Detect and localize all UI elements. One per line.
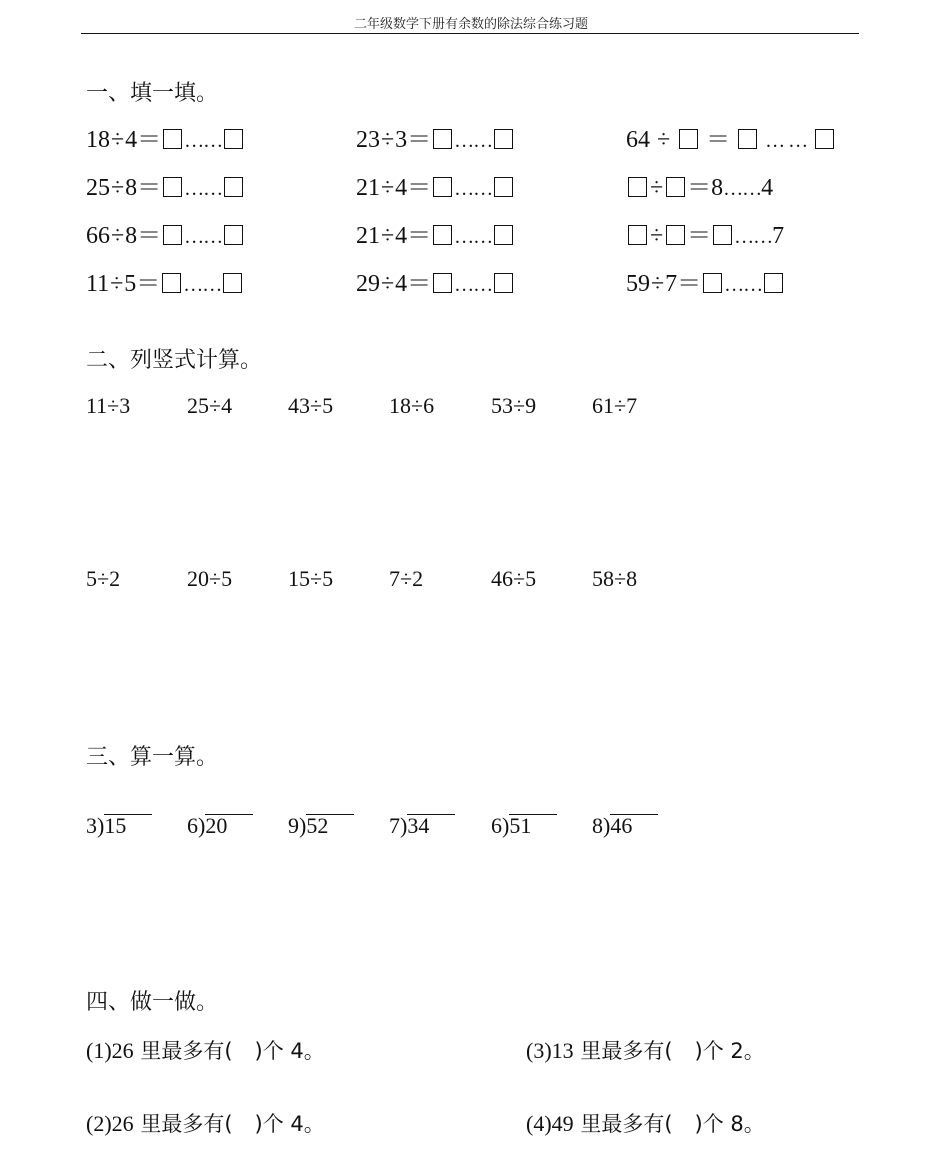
remainder-blank-box[interactable] xyxy=(494,273,513,293)
vertical-calc-item: 20÷5 xyxy=(187,566,233,591)
divide-sign: ÷ xyxy=(381,175,395,201)
divisor-blank-box[interactable] xyxy=(666,177,685,197)
long-division-item xyxy=(288,813,354,839)
section-2-title: 二、列竖式计算。 xyxy=(86,348,263,373)
remainder-blank-box[interactable] xyxy=(815,129,834,149)
question-end: )个 2。 xyxy=(694,1039,765,1063)
quotient-blank-box[interactable] xyxy=(163,177,182,197)
equals-sign: ＝ xyxy=(407,223,432,249)
vertical-calc-item: 15÷5 xyxy=(288,566,334,591)
long-division-item xyxy=(187,813,253,839)
dividend: 29 xyxy=(356,271,380,297)
divisor: 8 xyxy=(125,223,138,249)
long-division-item xyxy=(86,813,152,839)
equals-sign: ＝ xyxy=(137,127,162,153)
remainder-blank-box[interactable] xyxy=(224,225,243,245)
equals-sign: ＝ xyxy=(687,223,712,249)
divisor: 4 xyxy=(395,223,408,249)
divisor: 8 xyxy=(592,813,603,838)
quotient-blank-box[interactable] xyxy=(433,177,452,197)
answer-blank[interactable] xyxy=(233,1111,255,1136)
divide-sign: ÷ xyxy=(111,223,125,249)
section-4-title: 四、做一做。 xyxy=(86,990,219,1015)
division-bracket: ) xyxy=(400,813,408,838)
question-label: (1)26 xyxy=(86,1038,134,1063)
equals-sign: ＝ xyxy=(136,271,161,297)
division-bracket: ) xyxy=(603,813,611,838)
long-division-item xyxy=(592,813,658,839)
question-end: )个 4。 xyxy=(254,1112,325,1136)
divisor: 7 xyxy=(665,271,678,297)
fill-equation xyxy=(626,125,836,156)
divide-sign: ÷ xyxy=(381,127,395,153)
dividend: 66 xyxy=(86,223,110,249)
divide-sign: ÷ xyxy=(650,175,664,201)
divide-sign: ÷ xyxy=(651,271,665,297)
remainder: 7 xyxy=(772,223,785,249)
remainder-blank-box[interactable] xyxy=(494,129,513,149)
divisor: 7 xyxy=(389,813,400,838)
dividend: 46 xyxy=(610,814,658,837)
divisor: 6 xyxy=(187,813,198,838)
question-end: )个 8。 xyxy=(694,1112,765,1136)
dividend: 52 xyxy=(306,814,354,837)
word-question-4 xyxy=(526,1108,765,1138)
fill-equation xyxy=(356,269,515,300)
dividend: 25 xyxy=(86,175,110,201)
vertical-calc-item: 11÷3 xyxy=(86,393,131,418)
fill-equation xyxy=(626,269,785,300)
remainder-blank-box[interactable] xyxy=(494,225,513,245)
remainder-dots: …… xyxy=(184,226,223,248)
page-header-title: 二年级数学下册有余数的除法综合练习题 xyxy=(353,17,588,32)
quotient-blank-box[interactable] xyxy=(433,225,452,245)
divisor-blank-box[interactable] xyxy=(679,129,698,149)
equals-sign: ＝ xyxy=(407,271,432,297)
vertical-calc-item: 43÷5 xyxy=(288,393,334,418)
divisor: 4 xyxy=(395,175,408,201)
division-bracket: ) xyxy=(299,813,307,838)
fill-equation xyxy=(86,269,244,300)
section-3-title: 三、算一算。 xyxy=(86,745,219,770)
remainder-dots: …… xyxy=(723,178,762,200)
header-divider xyxy=(81,33,859,34)
question-label: (2)26 xyxy=(86,1111,134,1136)
divide-sign: ÷ xyxy=(111,127,125,153)
dividend: 64 xyxy=(626,127,650,153)
dividend: 59 xyxy=(626,271,650,297)
fill-equation xyxy=(626,221,784,252)
divide-sign: ÷ xyxy=(111,175,125,201)
remainder-blank-box[interactable] xyxy=(223,273,242,293)
dividend: 15 xyxy=(104,814,152,837)
vertical-calc-item: 53÷9 xyxy=(491,393,537,418)
equals-sign: ＝ xyxy=(137,223,162,249)
divisor: 3 xyxy=(395,127,408,153)
divisor: 3 xyxy=(86,813,97,838)
divide-sign: ÷ xyxy=(650,223,664,249)
question-end: )个 4。 xyxy=(254,1039,325,1063)
vertical-calc-item: 18÷6 xyxy=(389,393,435,418)
dividend-blank-box[interactable] xyxy=(628,177,647,197)
division-bracket: ) xyxy=(97,813,105,838)
dividend: 34 xyxy=(407,814,455,837)
vertical-calc-item: 58÷8 xyxy=(592,566,638,591)
divisor: 5 xyxy=(124,271,137,297)
division-bracket: ) xyxy=(198,813,206,838)
remainder: 4 xyxy=(761,175,774,201)
remainder-dots: …… xyxy=(184,130,223,152)
divide-sign: ÷ xyxy=(110,271,124,297)
equals-sign: ＝ xyxy=(137,175,162,201)
quotient-blank-box[interactable] xyxy=(433,129,452,149)
equals-sign: ＝ xyxy=(407,127,432,153)
quotient-blank-box[interactable] xyxy=(703,273,722,293)
remainder-dots: …… xyxy=(454,274,493,296)
quotient: 8 xyxy=(711,175,724,201)
question-label: (4)49 xyxy=(526,1111,574,1136)
answer-blank[interactable] xyxy=(673,1038,695,1063)
question-text: 里最多有( xyxy=(573,1039,673,1063)
remainder-blank-box[interactable] xyxy=(224,177,243,197)
dividend-blank-box[interactable] xyxy=(628,225,647,245)
remainder-dots: …… xyxy=(183,274,222,296)
divide-sign: ÷ xyxy=(381,271,395,297)
remainder-dots: …… xyxy=(454,178,493,200)
divisor: 4 xyxy=(395,271,408,297)
quotient-blank-box[interactable] xyxy=(713,225,732,245)
vertical-calc-item: 25÷4 xyxy=(187,393,233,418)
section-1-title: 一、填一填。 xyxy=(86,81,219,106)
remainder-blank-box[interactable] xyxy=(224,129,243,149)
remainder-dots: …… xyxy=(454,226,493,248)
dividend: 23 xyxy=(356,127,380,153)
fill-equation xyxy=(356,125,515,156)
quotient-blank-box[interactable] xyxy=(162,273,181,293)
equals-sign: ＝ xyxy=(706,127,731,153)
question-label: (3)13 xyxy=(526,1038,574,1063)
divide-sign: ÷ xyxy=(657,127,671,153)
equals-sign: ＝ xyxy=(407,175,432,201)
vertical-calc-item: 5÷2 xyxy=(86,566,121,591)
answer-blank[interactable] xyxy=(673,1111,695,1136)
vertical-calc-item: 61÷7 xyxy=(592,393,638,418)
divisor: 9 xyxy=(288,813,299,838)
quotient-blank-box[interactable] xyxy=(738,129,757,149)
equals-sign: ＝ xyxy=(687,175,712,201)
quotient-blank-box[interactable] xyxy=(163,129,182,149)
divisor-blank-box[interactable] xyxy=(666,225,685,245)
word-question-1 xyxy=(86,1035,325,1065)
quotient-blank-box[interactable] xyxy=(163,225,182,245)
remainder-blank-box[interactable] xyxy=(494,177,513,197)
answer-blank[interactable] xyxy=(233,1038,255,1063)
remainder-dots: …… xyxy=(734,226,773,248)
fill-equation xyxy=(356,221,515,252)
vertical-calc-item: 7÷2 xyxy=(389,566,424,591)
question-text: 里最多有( xyxy=(573,1112,673,1136)
fill-equation xyxy=(86,173,245,204)
division-bracket: ) xyxy=(502,813,510,838)
divide-sign: ÷ xyxy=(381,223,395,249)
remainder-dots: …… xyxy=(724,274,763,296)
dividend: 21 xyxy=(356,223,380,249)
equals-sign: ＝ xyxy=(677,271,702,297)
vertical-calc-item: 46÷5 xyxy=(491,566,537,591)
dividend: 21 xyxy=(356,175,380,201)
divisor: 4 xyxy=(125,127,138,153)
fill-equation xyxy=(626,173,773,204)
dividend: 18 xyxy=(86,127,110,153)
dividend: 11 xyxy=(86,271,110,297)
divisor: 6 xyxy=(491,813,502,838)
question-text: 里最多有( xyxy=(133,1112,233,1136)
question-text: 里最多有( xyxy=(133,1039,233,1063)
quotient-blank-box[interactable] xyxy=(433,273,452,293)
long-division-item xyxy=(389,813,455,839)
remainder-dots: …… xyxy=(184,178,223,200)
dividend: 51 xyxy=(509,814,557,837)
fill-equation xyxy=(86,221,245,252)
fill-equation xyxy=(86,125,245,156)
remainder-blank-box[interactable] xyxy=(764,273,783,293)
fill-equation xyxy=(356,173,515,204)
long-division-item xyxy=(491,813,557,839)
remainder-dots: … … xyxy=(765,130,808,152)
word-question-2 xyxy=(86,1108,325,1138)
divisor: 8 xyxy=(125,175,138,201)
dividend: 20 xyxy=(205,814,253,837)
remainder-dots: …… xyxy=(454,130,493,152)
word-question-3 xyxy=(526,1035,765,1065)
